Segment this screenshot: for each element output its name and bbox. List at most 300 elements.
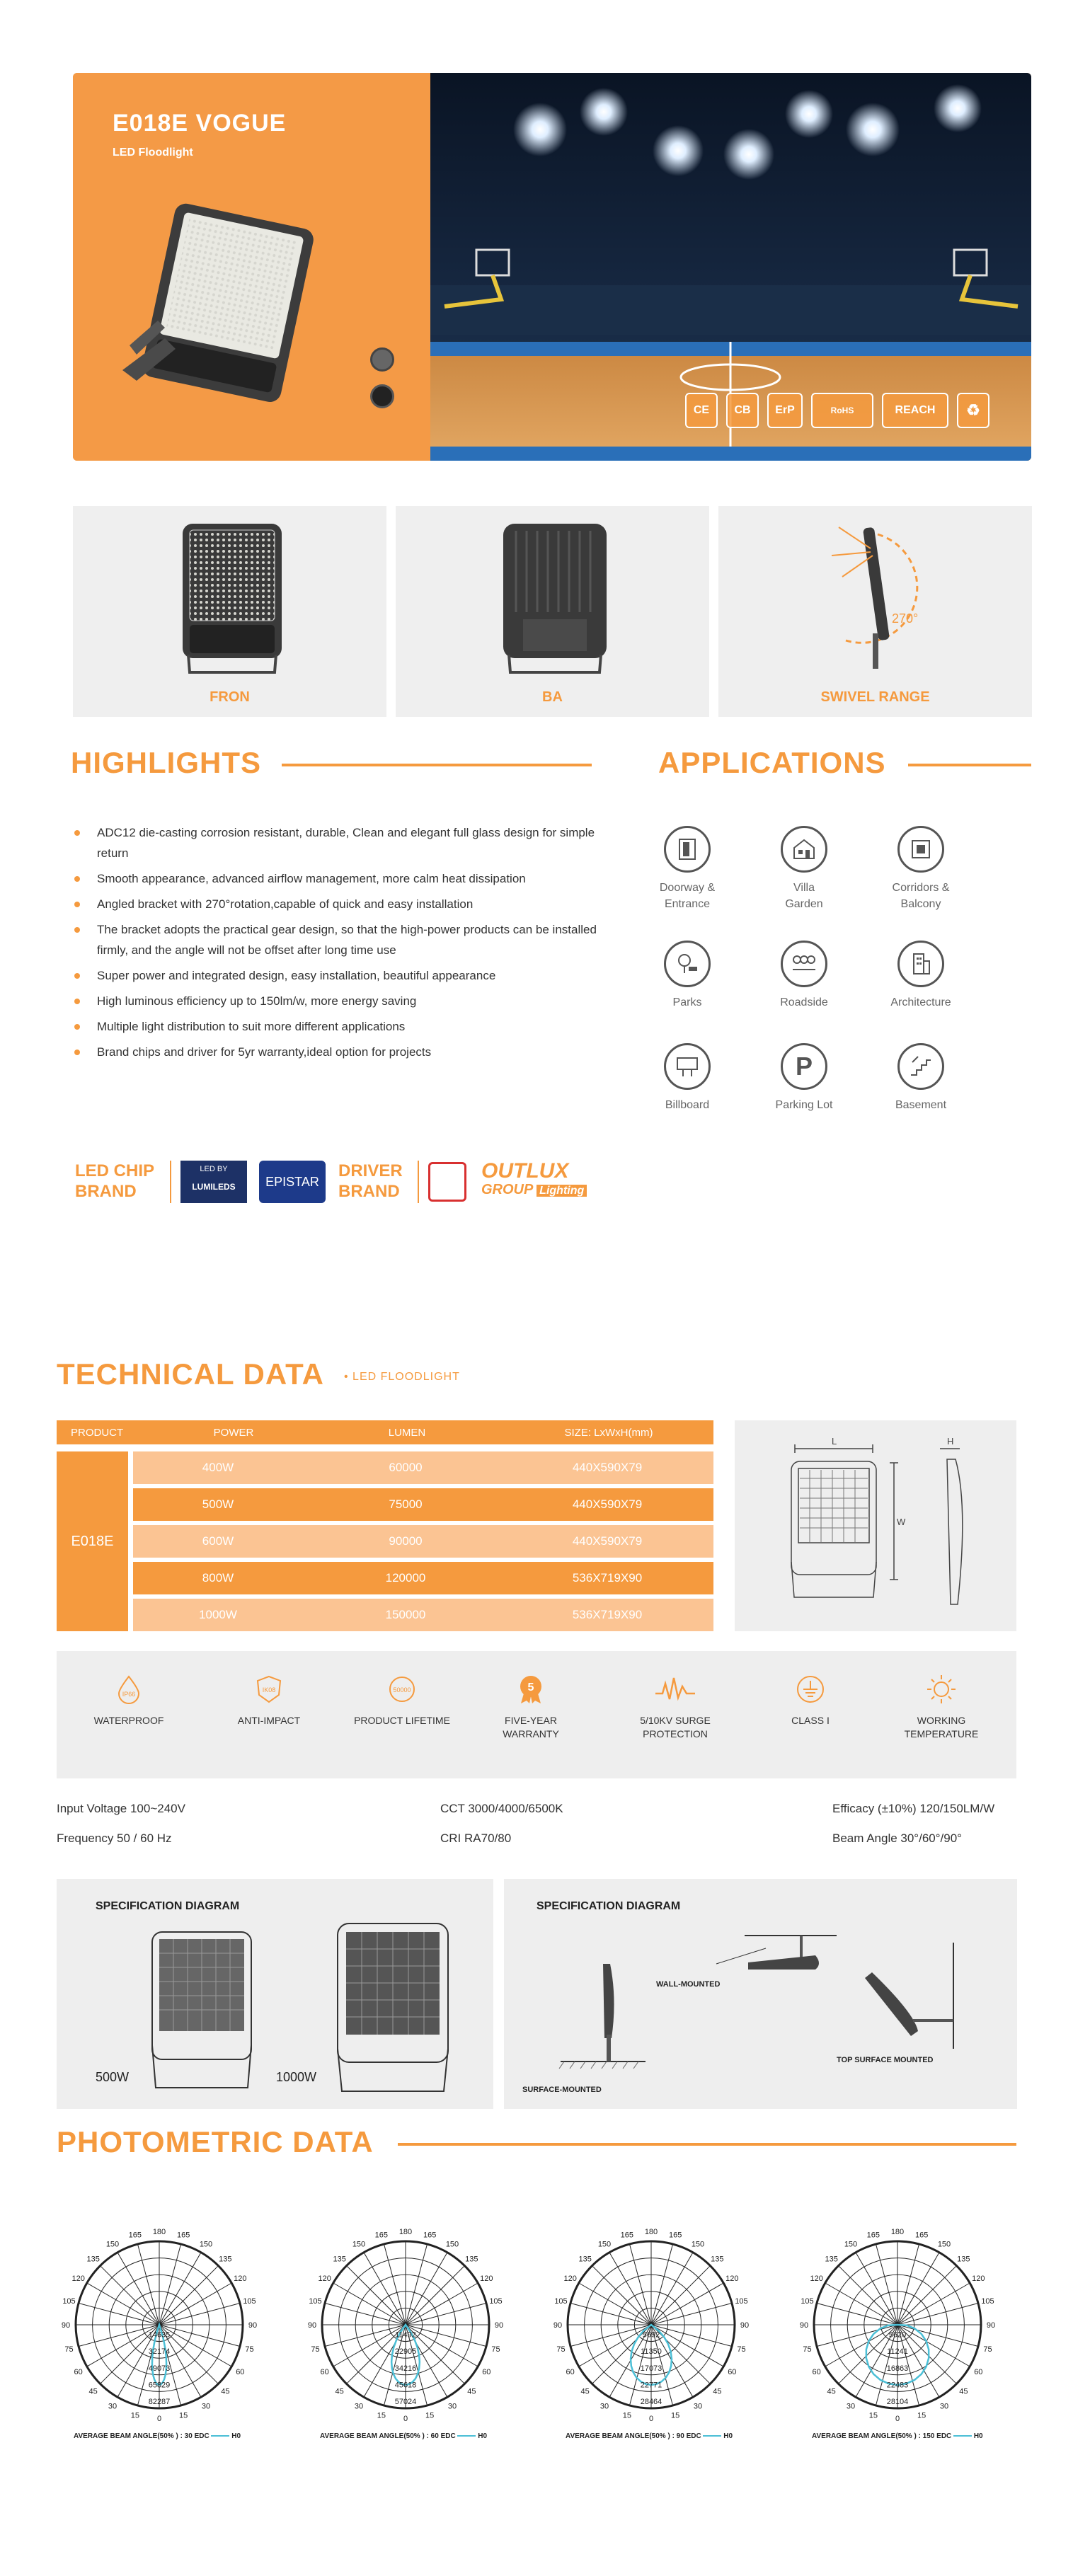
polar-value-label: 57024	[394, 2398, 417, 2406]
polar-angle-label: 45	[580, 2387, 590, 2396]
driver-brand-label	[338, 1161, 403, 1202]
polar-spoke	[101, 2266, 159, 2325]
polar-spoke	[117, 2253, 159, 2325]
spec-diagram-left	[57, 1879, 493, 2109]
polar-value-label: 22483	[886, 2381, 909, 2390]
polar-spoke	[629, 2244, 651, 2325]
polar-value-label: 11241	[887, 2347, 908, 2357]
lumileds-top: LED BY	[200, 1165, 228, 1173]
polar-angle-label: 15	[671, 2411, 680, 2420]
polar-angle-label: 90	[799, 2321, 809, 2330]
waterproof-icon-text: IP66	[122, 1691, 136, 1698]
app-label: Corridors &	[892, 882, 950, 894]
polar-angle-label: 165	[176, 2231, 190, 2240]
polar-spoke	[825, 2283, 897, 2325]
polar-caption	[566, 2432, 733, 2440]
cell-power: 800W	[202, 1571, 234, 1585]
cell-size: 536X719X90	[572, 1608, 643, 1621]
polar-angle-label: 120	[71, 2275, 85, 2283]
polar-value-label: 45618	[394, 2381, 417, 2390]
highlights-heading: HIGHLIGHTS	[71, 746, 261, 779]
polar-spoke	[897, 2244, 919, 2325]
color-swatch-black	[370, 384, 394, 408]
polar-spoke	[347, 2266, 406, 2325]
list-item: The bracket adopts the practical gear design, so that the high-power products can be installed firmly, and the angle will not be offset after long time use	[73, 919, 611, 960]
polar-spoke	[651, 2253, 693, 2325]
polar-angle-label: 75	[803, 2345, 812, 2354]
polar-angle-label: 0	[156, 2415, 162, 2423]
polar-angle-label: 150	[199, 2240, 213, 2249]
polar-angle-label: 30	[201, 2402, 211, 2411]
polar-angle-label: 30	[939, 2402, 949, 2411]
spec-cri: CRI RA70/80	[440, 1832, 512, 1845]
polar-chart-svg	[541, 2219, 761, 2431]
app-label: Parking Lot	[775, 1099, 833, 1111]
polar-chart-2	[296, 2219, 515, 2445]
mounting-diagrams	[504, 1879, 1017, 2109]
polar-angle-label: 0	[648, 2415, 654, 2423]
polar-angle-label: 60	[566, 2368, 575, 2376]
app-label: Parks	[672, 996, 702, 1008]
feature-label: CLASS I	[791, 1715, 830, 1726]
feature-label: WORKING TEMPERATURE	[904, 1715, 979, 1740]
front-view-card	[73, 506, 386, 717]
cell-power: 500W	[202, 1497, 234, 1511]
polar-spoke	[651, 2244, 673, 2325]
app-label: Roadside	[780, 996, 828, 1008]
app-architecture	[864, 941, 977, 1011]
polar-value-label: 11492	[395, 2330, 416, 2340]
app-label: Doorway &	[659, 882, 716, 894]
polar-angle-label: 105	[243, 2296, 256, 2306]
epistar-logo: EPISTAR	[259, 1161, 326, 1203]
polar-spoke	[897, 2325, 970, 2367]
polar-angle-label: 75	[245, 2345, 254, 2354]
polar-angle-label: 165	[620, 2231, 634, 2240]
app-billboard	[631, 1043, 744, 1113]
polar-spoke	[651, 2303, 732, 2325]
polar-angle-label: 60	[320, 2368, 329, 2376]
polar-angle-label: 15	[622, 2411, 631, 2420]
polar-spoke	[87, 2283, 159, 2325]
polar-angle-label: 165	[866, 2231, 880, 2240]
polar-spoke	[406, 2283, 478, 2325]
polar-value-label: 11350	[641, 2347, 662, 2357]
feature-surge	[626, 1674, 725, 1741]
polar-angle-label: 60	[812, 2368, 821, 2376]
driver-label-line2: BRAND	[338, 1182, 400, 1201]
polar-spoke	[406, 2303, 486, 2325]
feature-lifetime	[352, 1674, 452, 1727]
polar-value-label: 22905	[394, 2347, 417, 2357]
front-view-image	[176, 520, 289, 679]
app-label: Entrance	[664, 898, 711, 910]
polar-angle-label: 90	[248, 2321, 258, 2330]
floodlight-image	[108, 193, 342, 427]
polar-angle-label: 165	[914, 2231, 929, 2240]
polar-value-label: 28104	[886, 2398, 909, 2406]
polar-angle-label: 150	[352, 2240, 366, 2249]
wall-mounted-label: WALL-MOUNTED	[656, 1980, 721, 1989]
door-icon	[664, 826, 711, 873]
polar-angle-label: 150	[445, 2240, 459, 2249]
polar-chart-1	[50, 2219, 269, 2445]
polar-angle-label: 15	[868, 2411, 878, 2420]
polar-spoke	[897, 2325, 978, 2347]
product-title: E018E VOGUE	[113, 110, 287, 137]
corridor-icon	[897, 826, 944, 873]
list-item: ADC12 die-casting corrosion resistant, durable, Clean and elegant full glass design for simple return	[73, 822, 611, 863]
polar-angle-label: 75	[983, 2345, 992, 2354]
cell-lumen: 75000	[389, 1497, 423, 1511]
polar-angle-label: 30	[846, 2402, 856, 2411]
photometric-rule	[398, 2143, 1016, 2146]
polar-angle-label: 30	[354, 2402, 364, 2411]
polar-angle-label: 75	[737, 2345, 746, 2354]
polar-spoke	[325, 2325, 406, 2347]
applications-rule	[908, 764, 1031, 766]
polar-value-label: 5620	[888, 2330, 907, 2340]
list-item: Brand chips and driver for 5yr warranty,ideal option for projects	[73, 1042, 611, 1062]
polar-angle-label: 165	[374, 2231, 389, 2240]
dim-h-label: H	[947, 1436, 954, 1447]
polar-spoke	[79, 2325, 159, 2347]
polar-angle-label: 60	[482, 2368, 491, 2376]
polar-angle-label: 60	[728, 2368, 737, 2376]
cell-size: 440X590X79	[572, 1461, 643, 1474]
technical-subtitle-text: LED FLOODLIGHT	[352, 1371, 460, 1383]
polar-angle-label: 30	[108, 2402, 117, 2411]
polar-angle-label: 135	[957, 2255, 970, 2264]
polar-angle-label: 30	[447, 2402, 457, 2411]
spec-cct: CCT 3000/4000/6500K	[440, 1802, 563, 1815]
polar-angle-label: 45	[713, 2387, 722, 2396]
technical-heading: TECHNICAL DATA	[57, 1357, 324, 1391]
polar-value-label: 49073	[148, 2364, 171, 2373]
app-roadside	[747, 941, 861, 1011]
table-row	[133, 1599, 713, 1631]
polar-caption	[320, 2432, 487, 2440]
polar-angle-label: 90	[740, 2321, 750, 2330]
polar-angle-label: 135	[86, 2255, 100, 2264]
polar-angle-label: 180	[152, 2228, 166, 2236]
technical-subtitle: • LED FLOODLIGHT	[344, 1371, 460, 1383]
polar-spoke	[406, 2266, 464, 2325]
app-basement	[864, 1043, 977, 1113]
polar-angle-label: 15	[377, 2411, 386, 2420]
feature-anti-impact	[219, 1674, 319, 1727]
polar-value-label: 65829	[148, 2381, 171, 2390]
feature-label: ANTI-IMPACT	[237, 1715, 301, 1726]
polar-angle-label: 45	[827, 2387, 836, 2396]
polar-angle-label: 120	[480, 2275, 493, 2283]
cell-power: 400W	[202, 1461, 234, 1474]
polar-spoke	[825, 2325, 897, 2367]
chip-label-line1: LED CHIP	[75, 1161, 155, 1180]
photometric-heading: PHOTOMETRIC DATA	[57, 2125, 374, 2158]
polar-angle-label: 120	[318, 2275, 331, 2283]
feature-label: WATERPROOF	[93, 1715, 164, 1726]
polar-angle-label: 120	[234, 2275, 247, 2283]
polar-value-label: 82287	[148, 2398, 171, 2406]
polar-spoke	[406, 2253, 447, 2325]
polar-angle-label: 75	[491, 2345, 500, 2354]
polar-spoke	[406, 2325, 486, 2347]
polar-spoke	[817, 2303, 897, 2325]
list-item: Angled bracket with 270°rotation,capable of quick and easy installation	[73, 894, 611, 914]
applications-heading: APPLICATIONS	[658, 746, 886, 779]
outlux-logo	[481, 1161, 595, 1203]
polar-angle-label: 75	[311, 2345, 320, 2354]
arena-photo	[430, 73, 1031, 461]
product-subtitle: LED Floodlight	[113, 146, 193, 159]
polar-angle-label: 165	[668, 2231, 682, 2240]
polar-value-label: 14635	[148, 2330, 171, 2340]
polar-chart-4	[788, 2219, 1007, 2445]
polar-spoke	[159, 2244, 181, 2325]
polar-angle-label: 135	[333, 2255, 346, 2264]
legend-swatch	[211, 2435, 229, 2437]
top-surface-label: TOP SURFACE MOUNTED	[837, 2056, 934, 2064]
polar-spoke	[79, 2303, 159, 2325]
reach-cert-icon: REACH	[882, 393, 948, 428]
swivel-range-card	[718, 506, 1032, 717]
polar-angle-label: 15	[917, 2411, 926, 2420]
polar-angle-label: 180	[398, 2228, 413, 2236]
product-cell: E018E	[57, 1451, 128, 1631]
polar-value-label: 22771	[640, 2381, 662, 2390]
polar-angle-label: 45	[335, 2387, 344, 2396]
feature-temperature	[892, 1674, 991, 1741]
polar-angle-label: 135	[578, 2255, 592, 2264]
dim-l-label: L	[832, 1436, 837, 1447]
polar-angle-label: 150	[844, 2240, 858, 2249]
polar-value-label: 16863	[886, 2364, 909, 2373]
polar-angle-label: 180	[890, 2228, 905, 2236]
driver-badge-icon	[428, 1162, 466, 1202]
lifetime-icon	[386, 1674, 418, 1705]
polar-caption-text: AVERAGE BEAM ANGLE(50% ) : 60 EDC	[320, 2432, 456, 2440]
polar-spoke	[897, 2303, 978, 2325]
polar-spoke	[406, 2244, 428, 2325]
table-header	[57, 1420, 713, 1444]
warranty-icon	[515, 1674, 546, 1705]
chip-brand-label	[75, 1161, 154, 1202]
app-doorway	[631, 826, 744, 912]
app-parking	[747, 1043, 861, 1113]
polar-value-label: 32174	[148, 2347, 171, 2357]
polar-spoke	[384, 2244, 406, 2325]
cell-lumen: 60000	[389, 1461, 423, 1474]
polar-value-label: 34216	[394, 2364, 417, 2373]
dim-w-label: W	[897, 1517, 906, 1527]
polar-spoke	[570, 2303, 651, 2325]
ground-icon	[795, 1674, 826, 1705]
legend-label: H0	[973, 2432, 983, 2440]
building-icon	[897, 941, 944, 987]
polar-spoke	[137, 2244, 159, 2325]
polar-spoke	[364, 2253, 406, 2325]
warranty-icon-text: 5	[527, 1681, 534, 1694]
cell-size: 440X590X79	[572, 1534, 643, 1548]
polar-spoke	[579, 2283, 651, 2325]
polar-spoke	[856, 2253, 897, 2325]
polar-angle-label: 150	[597, 2240, 612, 2249]
brand-divider	[170, 1161, 171, 1203]
cell-lumen: 120000	[385, 1571, 426, 1585]
tree-icon	[664, 941, 711, 987]
col-lumen: LUMEN	[388, 1427, 426, 1439]
polar-spoke	[651, 2266, 710, 2325]
billboard-icon	[664, 1043, 711, 1090]
polar-spoke	[333, 2283, 406, 2325]
polar-angle-label: 90	[553, 2321, 563, 2330]
polar-angle-label: 90	[307, 2321, 317, 2330]
polar-spoke	[159, 2303, 240, 2325]
legend-label: H0	[231, 2432, 241, 2440]
polar-caption-text: AVERAGE BEAM ANGLE(50% ) : 150 EDC	[812, 2432, 952, 2440]
cell-lumen: 150000	[385, 1608, 426, 1621]
outlux-group: GROUP	[481, 1182, 533, 1197]
polar-angle-label: 150	[937, 2240, 951, 2249]
polar-chart-3	[541, 2219, 761, 2445]
legend-label: H0	[723, 2432, 733, 2440]
polar-spoke	[897, 2253, 939, 2325]
polar-angle-label: 15	[179, 2411, 188, 2420]
highlights-rule	[282, 764, 592, 766]
table-row	[133, 1562, 713, 1594]
polar-angle-label: 120	[972, 2275, 985, 2283]
polar-spoke	[651, 2283, 723, 2325]
list-item: Smooth appearance, advanced airflow management, more calm heat dissipation	[73, 868, 611, 889]
polar-angle-label: 135	[825, 2255, 838, 2264]
polar-spoke	[159, 2325, 240, 2347]
unit-500w-drawing	[142, 1925, 262, 2095]
polar-angle-label: 45	[221, 2387, 230, 2396]
polar-caption	[812, 2432, 983, 2440]
polar-angle-label: 30	[693, 2402, 703, 2411]
highlights-list	[73, 822, 611, 1067]
view-label-front: FRON	[210, 689, 250, 705]
cell-power: 1000W	[199, 1608, 237, 1621]
cell-size: 440X590X79	[572, 1497, 643, 1511]
polar-chart-svg	[788, 2219, 1007, 2431]
stairs-icon	[897, 1043, 944, 1090]
ce-cert-icon: CE	[685, 393, 718, 428]
polar-spoke	[839, 2266, 897, 2325]
brand-divider	[418, 1161, 419, 1203]
dimension-drawing	[735, 1420, 1016, 1631]
swivel-diagram	[810, 513, 938, 683]
polar-angle-label: 30	[600, 2402, 609, 2411]
polar-angle-label: 180	[644, 2228, 658, 2236]
polar-angle-label: 135	[219, 2255, 232, 2264]
app-corridors	[864, 826, 977, 912]
app-label: Basement	[895, 1099, 947, 1111]
col-power: POWER	[213, 1427, 254, 1439]
erp-cert-icon: ErP	[767, 393, 803, 428]
outlux-lighting: Lighting	[537, 1185, 587, 1197]
polar-angle-label: 15	[425, 2411, 435, 2420]
polar-angle-label: 150	[691, 2240, 705, 2249]
feature-warranty	[481, 1674, 580, 1741]
polar-angle-label: 0	[895, 2415, 900, 2423]
back-view-card	[396, 506, 709, 717]
polar-value-label: 28464	[640, 2398, 662, 2406]
app-label: Garden	[785, 898, 823, 910]
table-row	[133, 1451, 713, 1484]
feature-label: PRODUCT LIFETIME	[354, 1715, 450, 1726]
spec-diagram-title: SPECIFICATION DIAGRAM	[537, 1900, 681, 1912]
polar-angle-label: 60	[74, 2368, 83, 2376]
polar-spoke	[325, 2303, 406, 2325]
app-label: Architecture	[890, 996, 951, 1008]
app-label: Billboard	[665, 1099, 710, 1111]
polar-angle-label: 105	[62, 2296, 76, 2306]
polar-spoke	[897, 2283, 970, 2325]
spec-diagram-title: SPECIFICATION DIAGRAM	[96, 1900, 240, 1912]
cb-cert-icon: CB	[726, 393, 759, 428]
cell-lumen: 90000	[389, 1534, 423, 1548]
polar-spoke	[609, 2253, 651, 2325]
legend-swatch	[457, 2435, 476, 2437]
lumileds-logo	[180, 1161, 247, 1203]
polar-value-label: 17073	[640, 2364, 662, 2373]
size-label-500w: 500W	[96, 2070, 130, 2084]
polar-angle-label: 105	[801, 2296, 814, 2306]
polar-angle-label: 165	[423, 2231, 437, 2240]
feature-label: FIVE-YEAR WARRANTY	[503, 1715, 559, 1740]
anti-impact-icon	[253, 1674, 285, 1705]
polar-caption-text: AVERAGE BEAM ANGLE(50% ) : 90 EDC	[566, 2432, 701, 2440]
swivel-angle: 270°	[892, 611, 919, 626]
polar-angle-label: 0	[403, 2415, 408, 2423]
spec-efficacy: Efficacy (±10%) 120/150LM/W	[832, 1802, 995, 1815]
temperature-icon	[926, 1674, 957, 1705]
polar-angle-label: 60	[974, 2368, 983, 2376]
polar-angle-label: 105	[489, 2296, 503, 2306]
polar-angle-label: 105	[554, 2296, 568, 2306]
feature-class	[761, 1674, 860, 1727]
polar-spoke	[579, 2325, 651, 2367]
polar-angle-label: 60	[236, 2368, 245, 2376]
col-product: PRODUCT	[71, 1427, 124, 1439]
polar-spoke	[159, 2283, 231, 2325]
hero-banner	[73, 73, 1031, 461]
col-size: SIZE: LxWxH(mm)	[564, 1427, 653, 1439]
polar-spoke	[159, 2325, 231, 2367]
feature-waterproof	[79, 1674, 178, 1727]
polar-angle-label: 120	[725, 2275, 739, 2283]
polar-angle-label: 75	[556, 2345, 566, 2354]
polar-angle-label: 135	[711, 2255, 724, 2264]
polar-angle-label: 75	[64, 2345, 74, 2354]
polar-angle-label: 120	[563, 2275, 577, 2283]
back-view-image	[495, 520, 615, 679]
outlux-text: OUTLUX	[481, 1159, 569, 1183]
polar-angle-label: 105	[309, 2296, 322, 2306]
legend-swatch	[953, 2435, 972, 2437]
spec-diagram-right	[504, 1879, 1017, 2109]
polar-spoke	[159, 2253, 201, 2325]
app-label: Villa	[793, 882, 815, 894]
list-item: Super power and integrated design, easy installation, beautiful appearance	[73, 965, 611, 986]
app-villa	[747, 826, 861, 912]
cell-size: 536X719X90	[572, 1571, 643, 1585]
house-icon	[781, 826, 827, 873]
polar-angle-label: 120	[810, 2275, 823, 2283]
app-parks	[631, 941, 744, 1011]
